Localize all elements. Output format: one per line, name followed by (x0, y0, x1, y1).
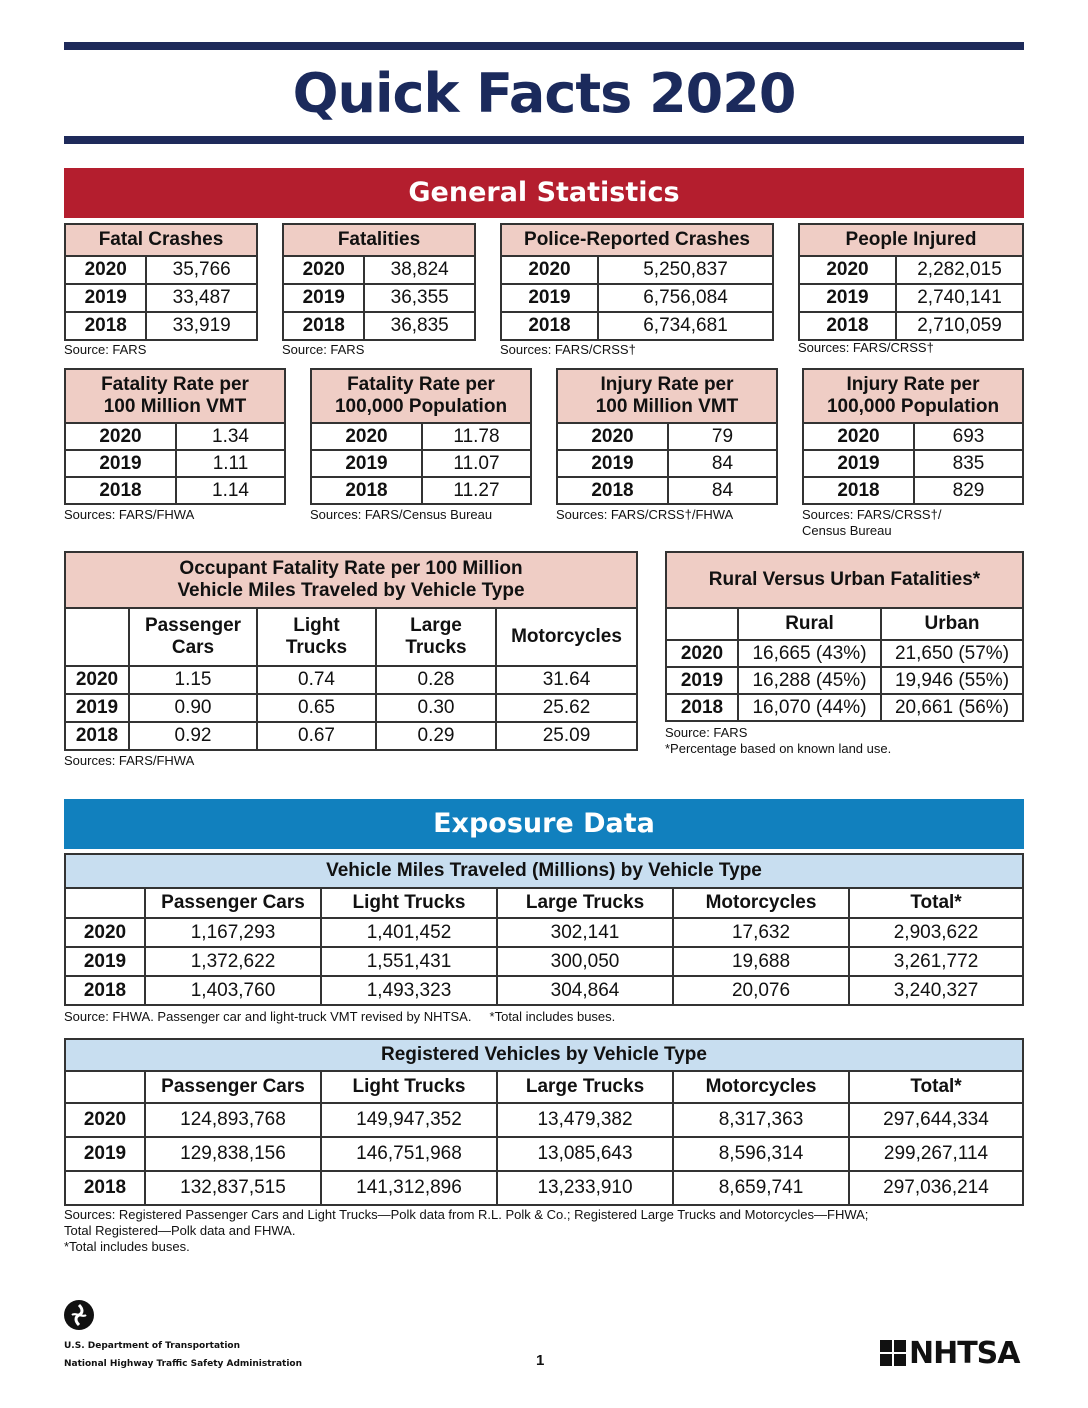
dot-seal-icon (64, 1300, 94, 1330)
fatalities-source: Source: FARS (282, 342, 365, 357)
dept-name: U.S. Department of Transportation (64, 1341, 240, 1351)
nhtsa-logo (880, 1335, 1020, 1371)
police-reported-crashes-source: Sources: FARS/CRSS† (500, 342, 636, 357)
general-statistics-banner: General Statistics (64, 168, 1024, 218)
rural-urban-source: Source: FARS *Percentage based on known land use. (665, 725, 892, 756)
injury-rate-vmt-source: Sources: FARS/CRSS†/FHWA (556, 507, 734, 522)
police-reported-crashes-table: Police-Reported Crashes 2020 5,250,837 2019 6,756,084 2018 6,734,681 (500, 223, 774, 341)
registered-vehicles-source: Sources: Registered Passenger Cars and Light Trucks—Polk data from R.L. Polk & Co.; Registered Large Trucks and Motorcycles—FHWA; Total Registered—Polk data and FHWA. *Total includes buses. (64, 1207, 869, 1254)
exposure-data-banner: Exposure Data (64, 799, 1024, 849)
fatal-crashes-table: Fatal Crashes 2020 35,766 2019 33,487 2018 33,919 (64, 223, 258, 341)
fatality-rate-population-table: Fatality Rate per 100,000 Population 2020 11.78 2019 11.07 2018 11.27 (310, 368, 532, 505)
registered-vehicles-table: Registered Vehicles by Vehicle Type Passenger Cars Light Trucks Large Trucks Motorcycles Total* 2020 124,893,768 149,947,352 13,479,382 8,317,363 297,644,334 2019 129,838,156 146,751,968 13,085,643 8,596,314 299,267,114 2018 132,837,515 141,312,896 13,233,910 8,659,741 297,036,214 (64, 1038, 1024, 1206)
injury-rate-population-table: Injury Rate per 100,000 Population 2020 693 2019 835 2018 829 (802, 368, 1024, 505)
page-title: Quick Facts 2020 (292, 62, 796, 125)
top-rule-lower (64, 136, 1024, 144)
fatal-crashes-source: Source: FARS (64, 342, 147, 357)
fatality-rate-population-source: Sources: FARS/Census Bureau (310, 507, 493, 522)
top-rule-upper (64, 42, 1024, 50)
nhtsa-logo-text: NHTSA (909, 1335, 1020, 1371)
people-injured-table: People Injured 2020 2,282,015 2019 2,740,141 2018 2,710,059 (798, 223, 1024, 341)
agency-name: National Highway Traffic Safety Administration (64, 1359, 303, 1369)
nhtsa-logo-icon (880, 1340, 906, 1366)
injury-rate-vmt-table: Injury Rate per 100 Million VMT 2020 79 2019 84 2018 84 (556, 368, 778, 505)
rural-urban-fatalities-table: Rural Versus Urban Fatalities* Rural Urban 2020 16,665 (43%) 21,650 (57%) 2019 16,288 (45%) 19,946 (55%) 2018 16,070 (44%) 20,661 (56%) (665, 551, 1024, 722)
fatality-rate-vmt-table: Fatality Rate per 100 Million VMT 2020 1.34 2019 1.11 2018 1.14 (64, 368, 286, 505)
vmt-by-vehicle-type-table: Vehicle Miles Traveled (Millions) by Vehicle Type Passenger Cars Light Trucks Large Trucks Motorcycles Total* 2020 1,167,293 1,401,452 302,141 17,632 2,903,622 2019 1,372,622 1,551,431 300,050 19,688 3,261,772 2018 1,403,760 1,493,323 304,864 20,076 3,240,327 (64, 853, 1024, 1006)
occupant-fatality-rate-table: Occupant Fatality Rate per 100 Million Vehicle Miles Traveled by Vehicle Type Passenger Cars Light Trucks Large Trucks Motorcycles 2020 1.15 0.74 0.28 31.64 2019 0.90 0.65 0.30 25.62 2018 0.92 0.67 0.29 25.09 (64, 551, 638, 751)
vmt-source: Source: FHWA. Passenger car and light-truck VMT revised by NHTSA. *Total includes buses. (64, 1009, 616, 1024)
injury-rate-population-source: Sources: FARS/CRSS†/ Census Bureau (802, 507, 942, 538)
page-number: 1 (536, 1352, 545, 1369)
fatalities-table: Fatalities 2020 38,824 2019 36,355 2018 36,835 (282, 223, 476, 341)
people-injured-source: Sources: FARS/CRSS† (798, 340, 934, 355)
occupant-fatality-rate-source: Sources: FARS/FHWA (64, 753, 195, 768)
fatality-rate-vmt-source: Sources: FARS/FHWA (64, 507, 195, 522)
